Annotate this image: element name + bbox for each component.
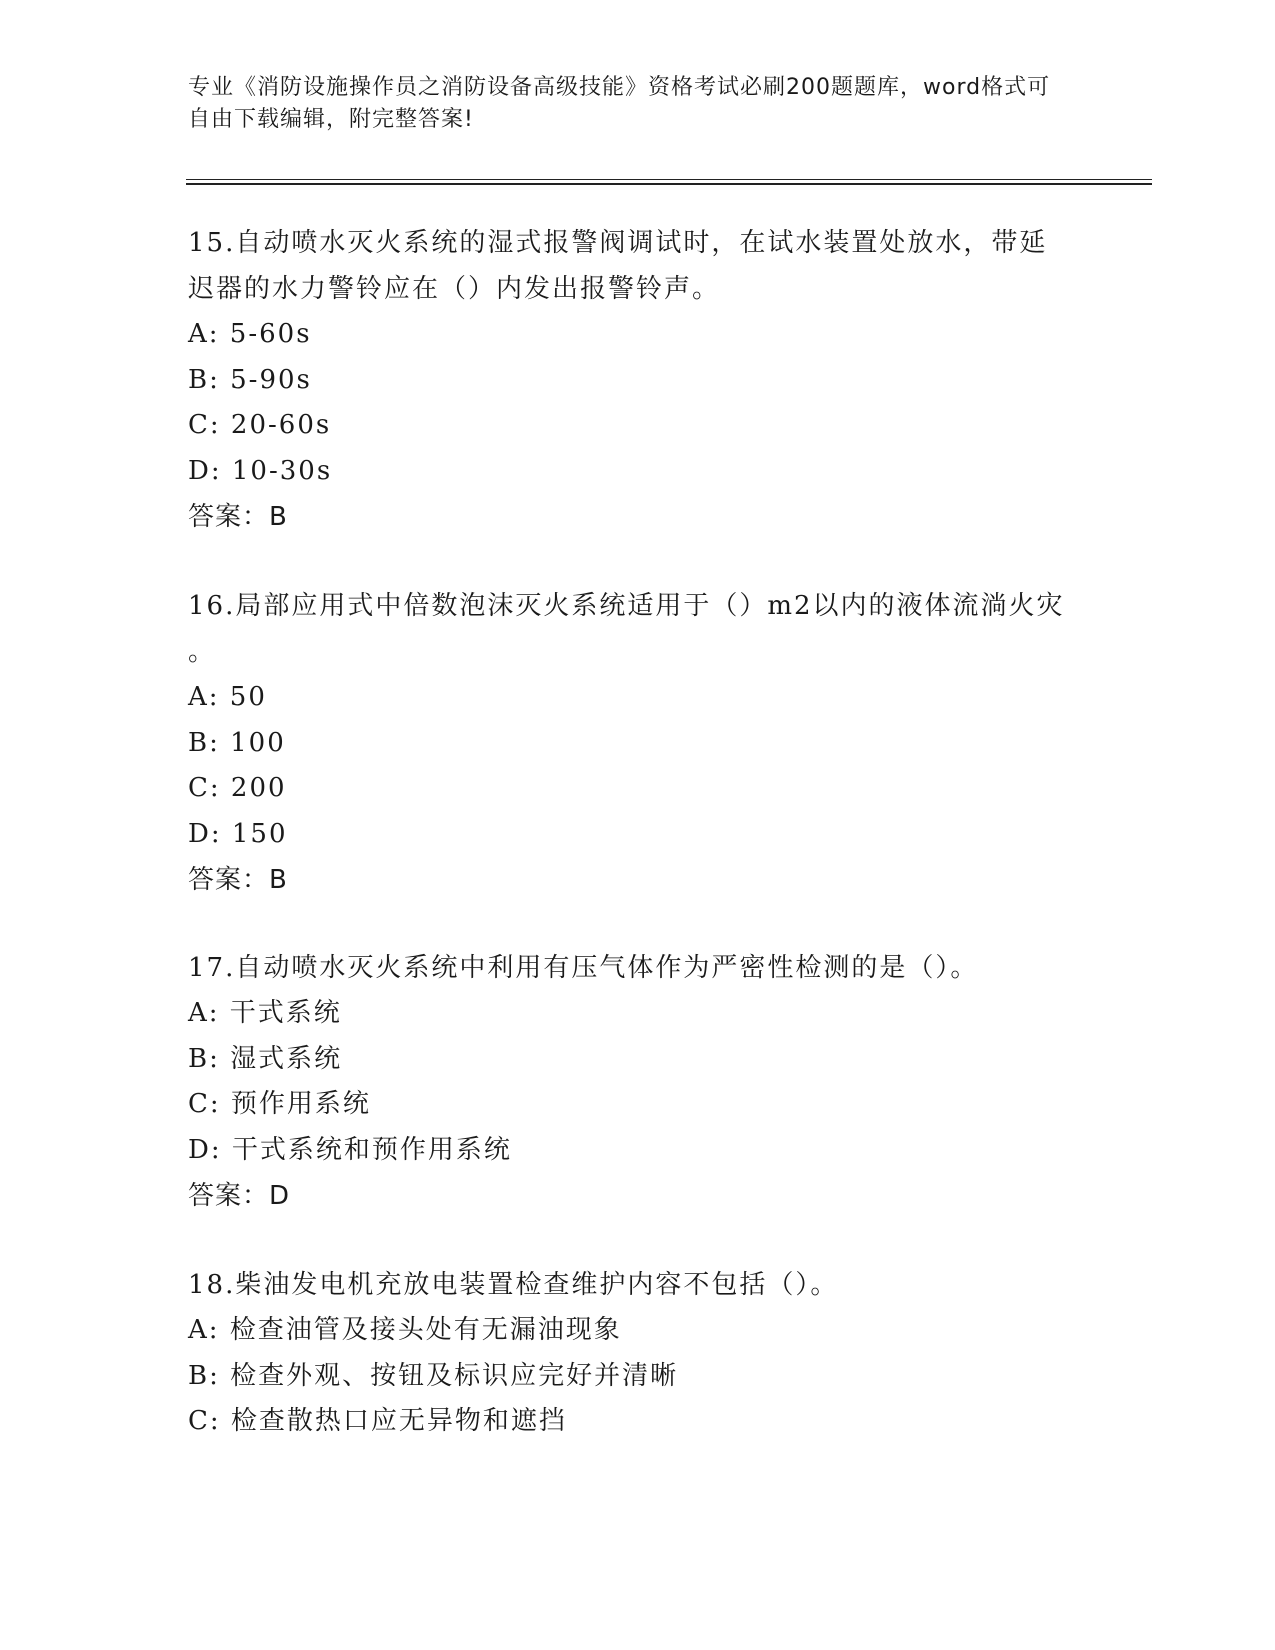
question-18: [188, 1262, 1088, 1445]
answer: 答案：B: [188, 865, 288, 895]
option-a: A: 5-60s: [188, 319, 312, 349]
option-d: D: 10-30s: [188, 455, 333, 486]
option-d: D: 150: [188, 818, 288, 849]
option-c: C: 200: [188, 773, 287, 803]
option-c: C: 20-60s: [188, 410, 332, 440]
question-stem: 16.局部应用式中倍数泡沫灭火系统适用于（）m2以内的液体流淌火灾: [188, 591, 1065, 621]
question-stem-continued: 迟器的水力警铃应在（）内发出报警铃声。: [188, 274, 721, 304]
question-15: [188, 220, 1088, 540]
option-a: A: 检查油管及接头处有无漏油现象: [188, 1315, 622, 1345]
document-header: 专业《消防设施操作员之消防设备高级技能》资格考试必刷200题题库，word格式可自由下载编辑，附完整答案!: [188, 75, 1051, 132]
option-c: C: 检查散热口应无异物和遮挡: [188, 1406, 567, 1436]
option-b: B: 湿式系统: [188, 1043, 343, 1074]
option-b: B: 100: [188, 727, 286, 758]
question-stem: 15.自动喷水灭火系统的湿式报警阀调试时，在试水装置处放水，带延: [188, 228, 1048, 258]
question-stem: 18.柴油发电机充放电装置检查维护内容不包括（）。: [188, 1270, 839, 1300]
answer: 答案：B: [188, 502, 288, 532]
option-b: B: 检查外观、按钮及标识应完好并清晰: [188, 1360, 679, 1391]
question-stem-continued: 。: [188, 637, 217, 667]
question-stem: 17.自动喷水灭火系统中利用有压气体作为严密性检测的是（）。: [188, 953, 979, 983]
header-divider-thin: [186, 179, 1152, 180]
question-16: [188, 583, 1088, 903]
header-divider-thick: [186, 183, 1152, 185]
option-a: A: 干式系统: [188, 998, 342, 1028]
option-d: D: 干式系统和预作用系统: [188, 1134, 512, 1165]
option-c: C: 预作用系统: [188, 1089, 371, 1119]
question-17: [188, 945, 1088, 1219]
option-b: B: 5-90s: [188, 364, 312, 395]
option-a: A: 50: [188, 682, 267, 712]
answer: 答案：D: [188, 1181, 291, 1211]
